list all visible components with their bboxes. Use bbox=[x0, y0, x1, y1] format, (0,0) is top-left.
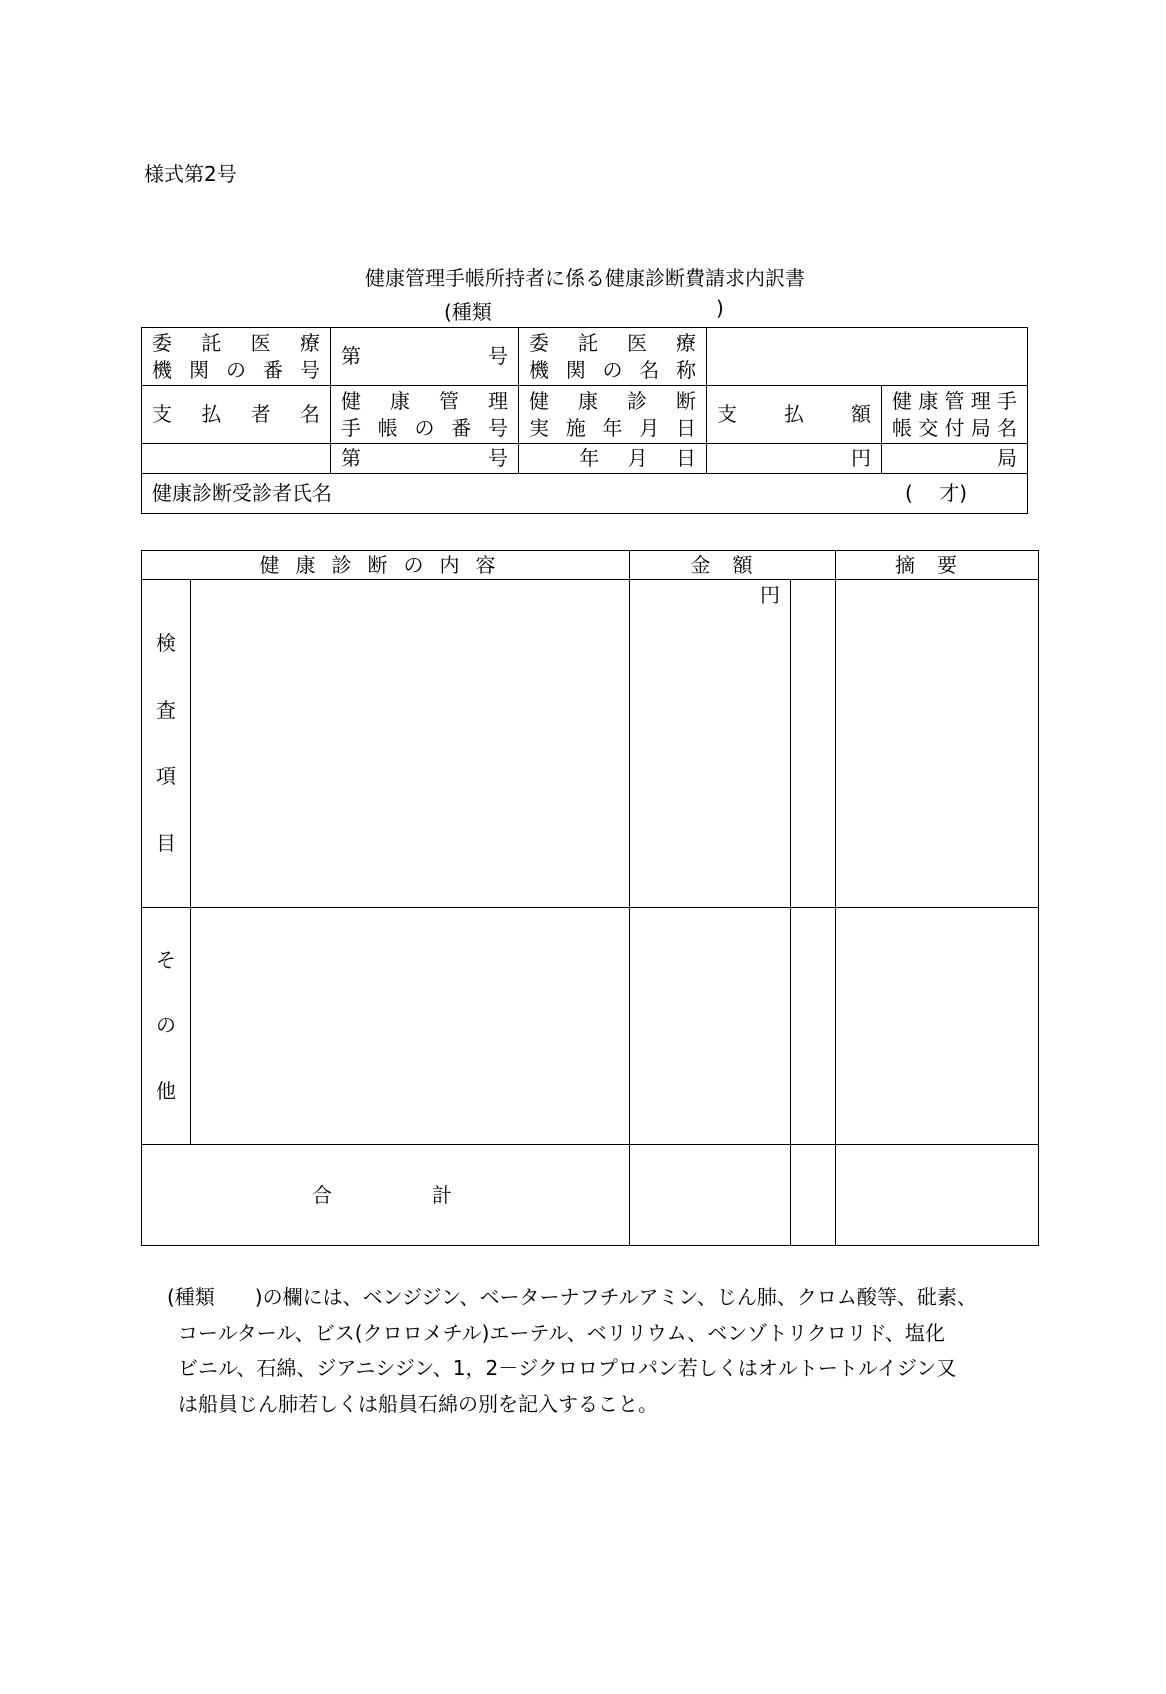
examinee-row[interactable] bbox=[142, 474, 1028, 514]
total-amount[interactable] bbox=[630, 1145, 791, 1246]
institution-number-label: 委託医療 機関の番号 bbox=[142, 328, 331, 386]
payer-name-field[interactable] bbox=[142, 444, 331, 474]
claim-header-table bbox=[141, 327, 1028, 514]
handbook-number-field[interactable]: 第 号 bbox=[331, 444, 519, 474]
exam-content-table bbox=[141, 550, 1039, 1246]
other-content[interactable] bbox=[191, 908, 630, 1145]
exam-items-remarks[interactable] bbox=[836, 580, 1039, 908]
header-remarks: 摘要 bbox=[836, 551, 1039, 580]
total-remarks[interactable] bbox=[836, 1145, 1039, 1246]
type-open: (種類 bbox=[444, 300, 492, 324]
form-number: 様式第2号 bbox=[144, 162, 237, 186]
age-field[interactable]: ( 才) bbox=[905, 481, 967, 505]
institution-name-field[interactable] bbox=[707, 328, 1028, 386]
note-line: は船員じん肺若しくは船員石綿の別を記入すること。 bbox=[178, 1391, 658, 1416]
institution-number-field[interactable]: 第 号 bbox=[331, 328, 519, 386]
section-label-other: そ の 他 bbox=[142, 908, 191, 1145]
type-close: ) bbox=[716, 296, 724, 320]
institution-name-label: 委託医療 機関の名称 bbox=[519, 328, 707, 386]
other-remarks[interactable] bbox=[836, 908, 1039, 1145]
payment-amount-field[interactable]: 円 bbox=[707, 444, 882, 474]
header-amount: 金額 bbox=[630, 551, 836, 580]
payer-name-label: 支払者名 bbox=[142, 386, 331, 444]
issuing-office-field[interactable]: 局 bbox=[882, 444, 1028, 474]
total-label: 合 計 bbox=[142, 1145, 630, 1246]
section-label-exam-items: 検 査 項 目 bbox=[142, 580, 191, 908]
note-line: コールタール、ビス(クロロメチル)エーテル、ベリリウム、ベンゾトリクロリド、塩化 bbox=[178, 1320, 946, 1345]
document-title: 健康管理手帳所持者に係る健康診断費請求内訳書 bbox=[365, 266, 805, 290]
other-amount[interactable] bbox=[630, 908, 791, 1145]
note-line: (種類 )の欄には、ベンジジン、ベーターナフチルアミン、じん肺、クロム酸等、砒素、 bbox=[167, 1285, 977, 1309]
exam-items-amount[interactable]: 円 bbox=[630, 580, 791, 908]
issuing-office-label: 健康管理手 帳交付局名 bbox=[882, 386, 1028, 444]
total-amount-sub[interactable] bbox=[791, 1145, 836, 1246]
examinee-label: 健康診断受診者氏名 bbox=[152, 481, 332, 505]
header-content: 健康診断の内容 bbox=[142, 551, 630, 580]
payment-amount-label: 支払額 bbox=[707, 386, 882, 444]
instruction-note bbox=[167, 1280, 1037, 1422]
exam-items-content[interactable] bbox=[191, 580, 630, 908]
exam-items-amount-sub[interactable] bbox=[791, 580, 836, 908]
note-line: ビニル、石綿、ジアニシジン、1，2－ジクロロプロパン若しくはオルトートルイジン又 bbox=[178, 1356, 957, 1380]
exam-date-field[interactable]: 年 月 日 bbox=[519, 444, 707, 474]
exam-date-label: 健康診断 実施年月日 bbox=[519, 386, 707, 444]
other-amount-sub[interactable] bbox=[791, 908, 836, 1145]
handbook-number-label: 健康管理 手帳の番号 bbox=[331, 386, 519, 444]
